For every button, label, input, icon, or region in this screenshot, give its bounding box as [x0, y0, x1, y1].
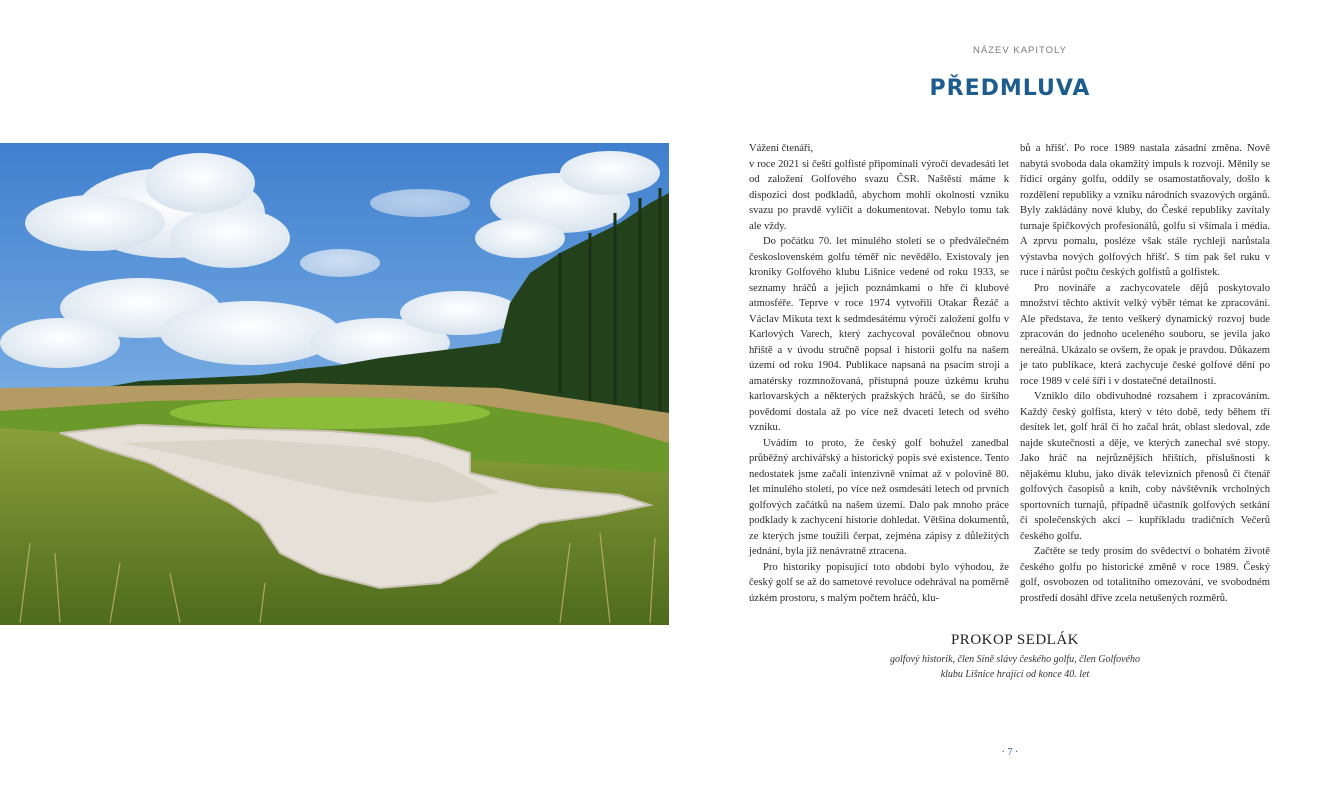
author-role — [860, 652, 1170, 682]
author-role-line: golfový historik, člen Síně slávy českého golfu, člen Golfového — [890, 654, 1140, 665]
green — [170, 397, 490, 429]
paragraph: Pro novináře a zachycovatele dějů poskytovalo množství těchto aktivit velký výběr témat ke zpracování. Ale představa, že tento veškerý dynamický rozvoj bude zpracován do jednoho uceleného souboru, se jevila jako nereálná. Ukázalo se ovšem, že opak je pravdou. Důkazem je tato publikace, která zachycuje české golfové dění po roce 1989 v celé šíři i v dostatečné detailnosti. — [1020, 282, 1270, 387]
salutation: Vážení čtenáři, — [749, 143, 814, 154]
golf-course-illustration — [0, 143, 669, 625]
page-title: PŘEDMLUVA — [929, 76, 1091, 101]
text-column-left — [749, 141, 1009, 606]
paragraph: Uvádím to proto, že český golf bohužel zanedbal průběžný archivářský a historický popis své existence. Tento nedostatek jsme začali intenzivně vnímat až v polovině 80. let minulého století, po více než osmdesáti letech od prvních golfových začátků na našem území. Dalo pak mnoho práce podklady k zachycení historie dohledat. Většina dokumentů, ze kterých jsme toužili čerpat, zejména zápisy z důležitých jednání, byla již nenávratně ztracena. — [749, 437, 1009, 557]
author-role-line: klubu Lišnice hrající od konce 40. let — [940, 669, 1090, 680]
paragraph: Vzniklo dílo obdivuhodné rozsahem i zpracováním. Každý český golfista, který v této době, tedy během tří desítek let, golf hrál či ho začal hrát, oblast sledoval, zde najde skutečnosti a děje, ve kterých zanechal své stopy. Jako hráč na nejrůznějších hřištích, příslušnosti k nějakému klubu, jako divák televizních přenosů či čtenář golfových časopisů a knih, coby návštěvník vrcholných sportovních turnajů, případně účastník golfových setkání či společenských akcí – kupříkladu tradičních Večerů českého golfu. — [1020, 391, 1270, 542]
page-number: · 7 · — [1001, 747, 1019, 758]
paragraph: bů a hřišť. Po roce 1989 nastala zásadní změna. Nově nabytá svoboda dala okamžitý impuls k rozvoji. Měnily se řídicí orgány golfu, oddíly se osamostatňovaly, došlo k rozdělení republiky a vzniku národních svazových orgánů. Byly zakládány nové kluby, do České republiky zavítaly turnaje špičkových profesionálů, golfu si všímala i média. A zprvu pomalu, posléze však stále rychleji narůstala výstavba nových golfových hřišť. S tím pak šel ruku v ruce i nárůst počtu českých golfistů a golfistek. — [1020, 143, 1270, 278]
paragraph: Pro historiky popisující toto období bylo výhodou, že český golf se až do sametové revoluce odehrával na poměrně úzkém prostoru, s malým počtem hráčů, klu- — [749, 561, 1009, 604]
paragraph: v roce 2021 si čeští golfisté připomínali výročí devadesáti let od založení Golfového svazu ČSR. Naštěstí máme k dispozici dost podkladů, abychom mohli okolnosti vzniku svazu po pravdě vylíčit a dokumentovat. Nebylo tomu tak ale vždy. — [749, 158, 1009, 232]
chapter-label: NÁZEV KAPITOLY — [973, 45, 1067, 56]
author-name: PROKOP SEDLÁK — [950, 632, 1080, 648]
paragraph: Do počátku 70. let minulého století se o předválečném československém golfu téměř nic nevědělo. Existovaly jen kroniky Golfového klubu Lišnice vedené od roku 1933, se seznamy hráčů a jejich poznámkami o hře či klubové atmosféře. Teprve v roce 1974 vytvořili Otakar Řezáč a Václav Mikuta text k sedmdesátému výročí založení golfu v Karlových Varech, který zachycoval poválečnou obnovu hřiště a v úvodu stručně popsal i historii golfu na našem území od roku 1904. Publikace napsaná na psacím stroji a amatérsky rozmnožovaná, přístupná pouze úzkému kruhu karlovarských a některých pražských hráčů, se do širšího povědomí dostala až po více než dvaceti letech od svého vzniku. — [749, 236, 1009, 433]
paragraph: Začtěte se tedy prosím do svědectví o bohatém životě českého golfu po historické změně v roce 1989. Český golf, osvobozen od totalitního omezování, ve svobodném prostředí dosáhl dříve zcela netušených rozměrů. — [1020, 546, 1270, 604]
golf-course-photo — [0, 143, 669, 625]
signature-block — [860, 632, 1170, 682]
text-column-right — [1020, 141, 1270, 606]
